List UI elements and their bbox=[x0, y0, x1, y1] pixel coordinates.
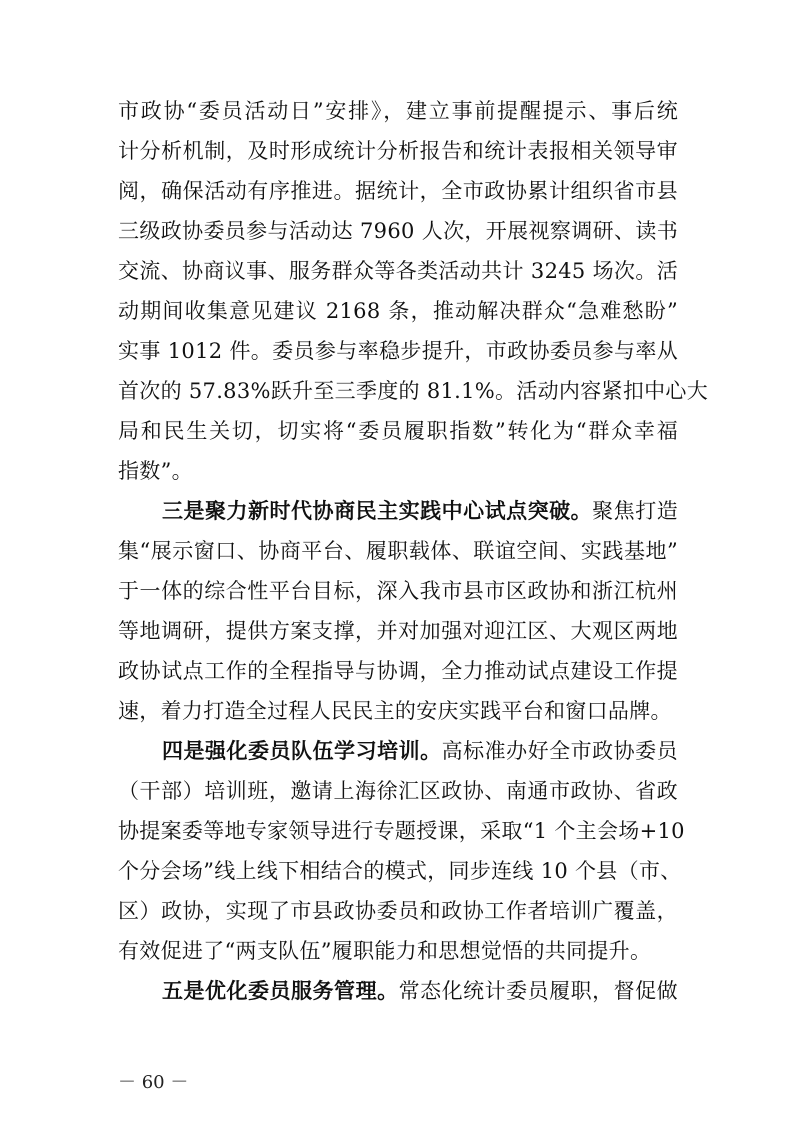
section-5-first-line-text: 常态化统计委员履职，督促做 bbox=[398, 979, 678, 1003]
section-4-heading: 四是强化委员队伍学习培训。 bbox=[162, 739, 442, 763]
paragraph-line: 协提案委等地专家领导进行专题授课，采取“1 个主会场+10 bbox=[118, 819, 685, 843]
paragraph-line: 政协试点工作的全程指导与协调，全力推动试点建设工作提 bbox=[118, 659, 678, 683]
paragraph-line: 首次的 57.83%跃升至三季度的 81.1%。活动内容紧扣中心大 bbox=[118, 379, 709, 403]
section-3-first-line bbox=[162, 491, 678, 531]
paragraph-line: 等地调研，提供方案支撑，并对加强对迎江区、大观区两地 bbox=[118, 619, 678, 643]
paragraph-line: 区）政协，实现了市县政协委员和政协工作者培训广覆盖， bbox=[118, 899, 678, 923]
section-5-heading: 五是优化委员服务管理。 bbox=[162, 979, 399, 1003]
paragraph-line: 个分会场”线上线下相结合的模式，同步连线 10 个县（市、 bbox=[118, 859, 682, 883]
paragraph-line: 实事 1012 件。委员参与率稳步提升，市政协委员参与率从 bbox=[118, 339, 678, 363]
paragraph-line: 有效促进了“两支队伍”履职能力和思想觉悟的共同提升。 bbox=[118, 939, 652, 963]
section-3-first-line-text: 聚焦打造 bbox=[592, 499, 678, 523]
paragraph-line: （干部）培训班，邀请上海徐汇区政协、南通市政协、省政 bbox=[118, 779, 678, 803]
paragraph-line: 市政协“委员活动日”安排》，建立事前提醒提示、事后统 bbox=[118, 99, 678, 123]
section-4-first-line-text: 高标准办好全市政协委员 bbox=[441, 739, 678, 763]
paragraph-line: 三级政协委员参与活动达 7960 人次，开展视察调研、读书 bbox=[118, 219, 678, 243]
paragraph-line: 集“展示窗口、协商平台、履职载体、联谊空间、实践基地” bbox=[118, 539, 678, 563]
paragraph-line: 计分析机制，及时形成统计分析报告和统计表报相关领导审 bbox=[118, 139, 678, 163]
paragraph-line: 交流、协商议事、服务群众等各类活动共计 3245 场次。活 bbox=[118, 259, 678, 283]
paragraph-line: 速，着力打造全过程人民民主的安庆实践平台和窗口品牌。 bbox=[118, 699, 672, 723]
paragraph-line: 阅，确保活动有序推进。据统计，全市政协累计组织省市县 bbox=[118, 179, 678, 203]
section-3-heading: 三是聚力新时代协商民主实践中心试点突破。 bbox=[162, 499, 593, 523]
section-4-first-line bbox=[162, 731, 678, 771]
paragraph-line: 指数”。 bbox=[118, 459, 193, 483]
paragraph-line: 于一体的综合性平台目标，深入我市县市区政协和浙江杭州 bbox=[118, 579, 678, 603]
section-5-first-line bbox=[162, 971, 678, 1011]
paragraph-line: 局和民生关切，切实将“委员履职指数”转化为“群众幸福 bbox=[118, 419, 678, 443]
paragraph-line: 动期间收集意见建议 2168 条，推动解决群众“急难愁盼” bbox=[118, 299, 678, 323]
page-number: － 60 － bbox=[118, 1072, 189, 1093]
